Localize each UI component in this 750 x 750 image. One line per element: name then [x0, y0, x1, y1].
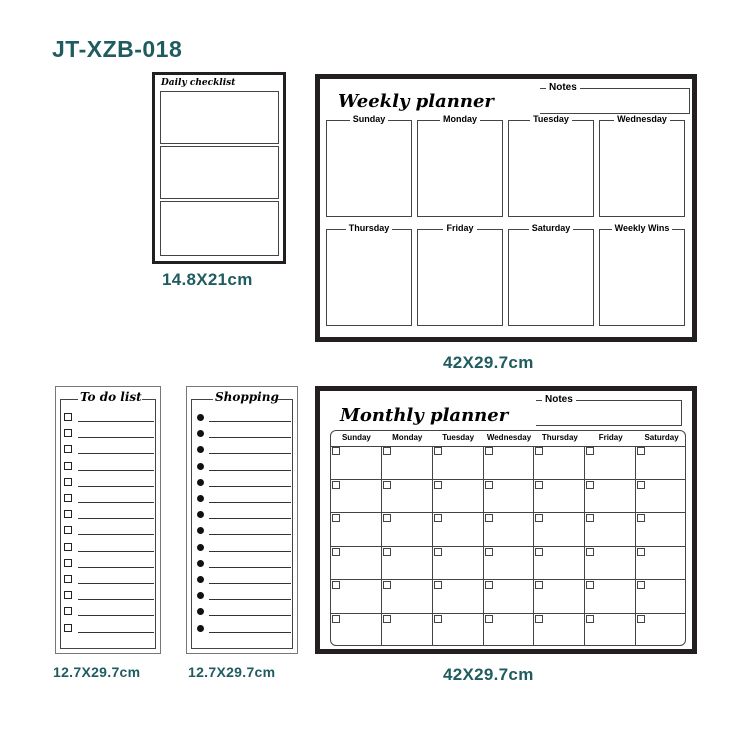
weekly-day-label [417, 113, 503, 125]
shopping-row [197, 575, 293, 585]
calendar-day-cell [331, 513, 382, 547]
calendar-day-cell [484, 480, 535, 514]
todo-row-line [78, 599, 154, 600]
calendar-day-cell [636, 547, 686, 581]
date-box-icon [637, 447, 645, 455]
shopping-row-line [209, 534, 291, 535]
todo-list-size: 12.7X29.7cm [53, 664, 141, 680]
date-box-icon [586, 581, 594, 589]
shopping-row [197, 413, 293, 423]
weekly-day-label [326, 222, 412, 234]
calendar-day-cell [534, 547, 585, 581]
date-box-icon [332, 514, 340, 522]
shopping-row [197, 429, 293, 439]
calendar-day-cell [382, 614, 433, 647]
shopping-list-title: Shopping [215, 390, 279, 404]
bullet-icon [197, 608, 204, 615]
weekly-day-box [508, 120, 594, 217]
date-box-icon [485, 581, 493, 589]
shopping-row-line [209, 453, 291, 454]
date-box-icon [383, 481, 391, 489]
date-box-icon [637, 514, 645, 522]
bullet-icon [197, 495, 204, 502]
todo-row [64, 462, 154, 472]
shopping-row [197, 543, 293, 553]
date-box-icon [434, 514, 442, 522]
date-box-icon [485, 514, 493, 522]
weekly-day-box [599, 229, 685, 326]
monthly-notes-label: Notes [542, 394, 576, 405]
todo-row-line [78, 583, 154, 584]
calendar-day-cell [585, 547, 636, 581]
date-box-icon [383, 581, 391, 589]
weekly-day-label-text: Tuesday [530, 114, 572, 124]
shopping-row [197, 591, 293, 601]
date-box-icon [485, 481, 493, 489]
daily-checklist-board [152, 72, 286, 264]
todo-row [64, 494, 154, 504]
calendar-day-cell [636, 580, 686, 614]
calendar-day-cell [636, 480, 686, 514]
calendar-day-cell [585, 513, 636, 547]
shopping-row [197, 494, 293, 504]
weekly-day-label [508, 113, 594, 125]
calendar-day-cell [433, 580, 484, 614]
date-box-icon [485, 447, 493, 455]
bullet-icon [197, 576, 204, 583]
calendar-day-cell [331, 446, 382, 480]
calendar-day-cell [636, 614, 686, 647]
shopping-row [197, 510, 293, 520]
date-box-icon [637, 581, 645, 589]
monthly-planner-board [315, 386, 697, 654]
calendar-day-cell [585, 614, 636, 647]
shopping-row [197, 624, 293, 634]
weekly-day-box [326, 229, 412, 326]
weekly-day-label [417, 222, 503, 234]
calendar-day-cell [484, 446, 535, 480]
date-box-icon [637, 481, 645, 489]
weekly-day-label [599, 222, 685, 234]
calendar-day-cell [382, 480, 433, 514]
weekly-day-box [599, 120, 685, 217]
checkbox-icon [64, 445, 72, 453]
bullet-icon [197, 414, 204, 421]
date-box-icon [434, 447, 442, 455]
todo-row-line [78, 470, 154, 471]
weekly-day-box [326, 120, 412, 217]
weekly-day-label-text: Monday [440, 114, 480, 124]
shopping-row-line [209, 615, 291, 616]
date-box-icon [535, 548, 543, 556]
date-box-icon [434, 481, 442, 489]
todo-row-line [78, 518, 154, 519]
date-box-icon [434, 615, 442, 623]
shopping-row-line [209, 486, 291, 487]
shopping-row [197, 462, 293, 472]
todo-row-line [78, 486, 154, 487]
todo-row-line [78, 632, 154, 633]
bullet-icon [197, 446, 204, 453]
todo-row-line [78, 615, 154, 616]
bullet-icon [197, 479, 204, 486]
weekly-day-label-text: Friday [443, 223, 476, 233]
weekly-day-label-text: Sunday [350, 114, 389, 124]
date-box-icon [383, 615, 391, 623]
calendar-day-cell [534, 513, 585, 547]
weekly-day-label-text: Weekly Wins [612, 223, 673, 233]
calendar-day-cell [484, 580, 535, 614]
checkbox-icon [64, 478, 72, 486]
shopping-list-size: 12.7X29.7cm [188, 664, 276, 680]
date-box-icon [637, 615, 645, 623]
calendar-day-cell [534, 446, 585, 480]
todo-row [64, 559, 154, 569]
todo-row [64, 575, 154, 585]
date-box-icon [434, 581, 442, 589]
todo-row [64, 478, 154, 488]
checkbox-icon [64, 543, 72, 551]
calendar-day-cell [331, 480, 382, 514]
todo-row [64, 413, 154, 423]
monthly-planner-size: 42X29.7cm [443, 665, 534, 684]
bullet-icon [197, 560, 204, 567]
weekly-day-label [326, 113, 412, 125]
date-box-icon [586, 548, 594, 556]
shopping-row-line [209, 502, 291, 503]
date-box-icon [535, 615, 543, 623]
date-box-icon [332, 447, 340, 455]
calendar-day-cell [585, 580, 636, 614]
weekly-planner-size: 42X29.7cm [443, 353, 534, 372]
shopping-row-line [209, 421, 291, 422]
calendar-day-cell [484, 614, 535, 647]
calendar-day-cell [534, 614, 585, 647]
calendar-day-cell [433, 446, 484, 480]
date-box-icon [332, 581, 340, 589]
shopping-row [197, 478, 293, 488]
bullet-icon [197, 544, 204, 551]
checkbox-icon [64, 526, 72, 534]
shopping-row [197, 607, 293, 617]
calendar-day-cell [382, 513, 433, 547]
date-box-icon [332, 548, 340, 556]
todo-row-line [78, 502, 154, 503]
bullet-icon [197, 527, 204, 534]
weekly-planner-title: Weekly planner [338, 91, 494, 112]
date-box-icon [535, 481, 543, 489]
shopping-row-line [209, 583, 291, 584]
date-box-icon [485, 548, 493, 556]
date-box-icon [586, 615, 594, 623]
shopping-row [197, 445, 293, 455]
checkbox-icon [64, 575, 72, 583]
monthly-day-label: Thursday [541, 433, 578, 442]
monthly-day-label: Wednesday [486, 433, 532, 442]
calendar-day-cell [331, 614, 382, 647]
calendar-day-cell [484, 513, 535, 547]
todo-row [64, 510, 154, 520]
calendar-day-cell [534, 480, 585, 514]
date-box-icon [485, 615, 493, 623]
todo-row-line [78, 567, 154, 568]
daily-checklist-title: Daily checklist [161, 78, 236, 88]
calendar-day-cell [585, 480, 636, 514]
shopping-row-line [209, 470, 291, 471]
calendar-day-cell [331, 547, 382, 581]
date-box-icon [383, 447, 391, 455]
shopping-row-line [209, 437, 291, 438]
weekly-day-label-text: Thursday [346, 223, 393, 233]
shopping-row [197, 526, 293, 536]
shopping-row [197, 559, 293, 569]
date-box-icon [535, 447, 543, 455]
calendar-day-cell [636, 513, 686, 547]
todo-row-line [78, 453, 154, 454]
checklist-section-2 [160, 146, 279, 199]
checkbox-icon [64, 591, 72, 599]
date-box-icon [637, 548, 645, 556]
checkbox-icon [64, 462, 72, 470]
shopping-row-line [209, 599, 291, 600]
checkbox-icon [64, 494, 72, 502]
calendar-day-cell [382, 580, 433, 614]
calendar-day-cell [534, 580, 585, 614]
daily-checklist-size: 14.8X21cm [162, 270, 253, 289]
date-box-icon [332, 615, 340, 623]
weekly-notes-label: Notes [546, 82, 580, 93]
monthly-calendar-grid [330, 430, 686, 646]
todo-row [64, 591, 154, 601]
todo-row-line [78, 421, 154, 422]
monthly-day-label: Saturday [644, 433, 679, 442]
monthly-day-label: Sunday [341, 433, 371, 442]
weekly-day-label [599, 113, 685, 125]
todo-row-line [78, 551, 154, 552]
calendar-day-cell [331, 580, 382, 614]
todo-row [64, 543, 154, 553]
monthly-day-label: Tuesday [442, 433, 475, 442]
date-box-icon [332, 481, 340, 489]
todo-row [64, 429, 154, 439]
monthly-planner-title: Monthly planner [340, 405, 509, 426]
shopping-row-line [209, 551, 291, 552]
weekly-day-label-text: Wednesday [614, 114, 670, 124]
date-box-icon [535, 581, 543, 589]
checkbox-icon [64, 413, 72, 421]
monthly-day-label: Friday [598, 433, 623, 442]
weekly-day-box [417, 229, 503, 326]
monthly-day-label: Monday [392, 433, 423, 442]
checkbox-icon [64, 429, 72, 437]
shopping-list-board [186, 386, 298, 654]
product-code: JT-XZB-018 [52, 36, 183, 62]
calendar-day-cell [382, 547, 433, 581]
date-box-icon [383, 514, 391, 522]
checkbox-icon [64, 510, 72, 518]
todo-list-title: To do list [80, 390, 142, 404]
checkbox-icon [64, 624, 72, 632]
todo-row-line [78, 437, 154, 438]
todo-row [64, 445, 154, 455]
checklist-section-3 [160, 201, 279, 256]
date-box-icon [434, 548, 442, 556]
calendar-day-cell [484, 547, 535, 581]
date-box-icon [535, 514, 543, 522]
date-box-icon [586, 481, 594, 489]
bullet-icon [197, 625, 204, 632]
todo-row-line [78, 534, 154, 535]
calendar-day-cell [433, 513, 484, 547]
shopping-row-line [209, 632, 291, 633]
date-box-icon [383, 548, 391, 556]
calendar-day-cell [636, 446, 686, 480]
bullet-icon [197, 592, 204, 599]
calendar-day-cell [433, 547, 484, 581]
todo-list-board [55, 386, 161, 654]
todo-row [64, 526, 154, 536]
weekly-planner-board [315, 74, 697, 342]
weekly-day-box [508, 229, 594, 326]
checkbox-icon [64, 559, 72, 567]
checkbox-icon [64, 607, 72, 615]
calendar-day-cell [433, 480, 484, 514]
bullet-icon [197, 430, 204, 437]
bullet-icon [197, 463, 204, 470]
weekly-day-label-text: Saturday [529, 223, 574, 233]
bullet-icon [197, 511, 204, 518]
calendar-day-cell [382, 446, 433, 480]
weekly-day-box [417, 120, 503, 217]
weekly-day-label [508, 222, 594, 234]
todo-row [64, 607, 154, 617]
checklist-section-1 [160, 91, 279, 144]
calendar-day-cell [585, 446, 636, 480]
todo-row [64, 624, 154, 634]
shopping-row-line [209, 518, 291, 519]
calendar-day-cell [433, 614, 484, 647]
date-box-icon [586, 447, 594, 455]
shopping-row-line [209, 567, 291, 568]
date-box-icon [586, 514, 594, 522]
